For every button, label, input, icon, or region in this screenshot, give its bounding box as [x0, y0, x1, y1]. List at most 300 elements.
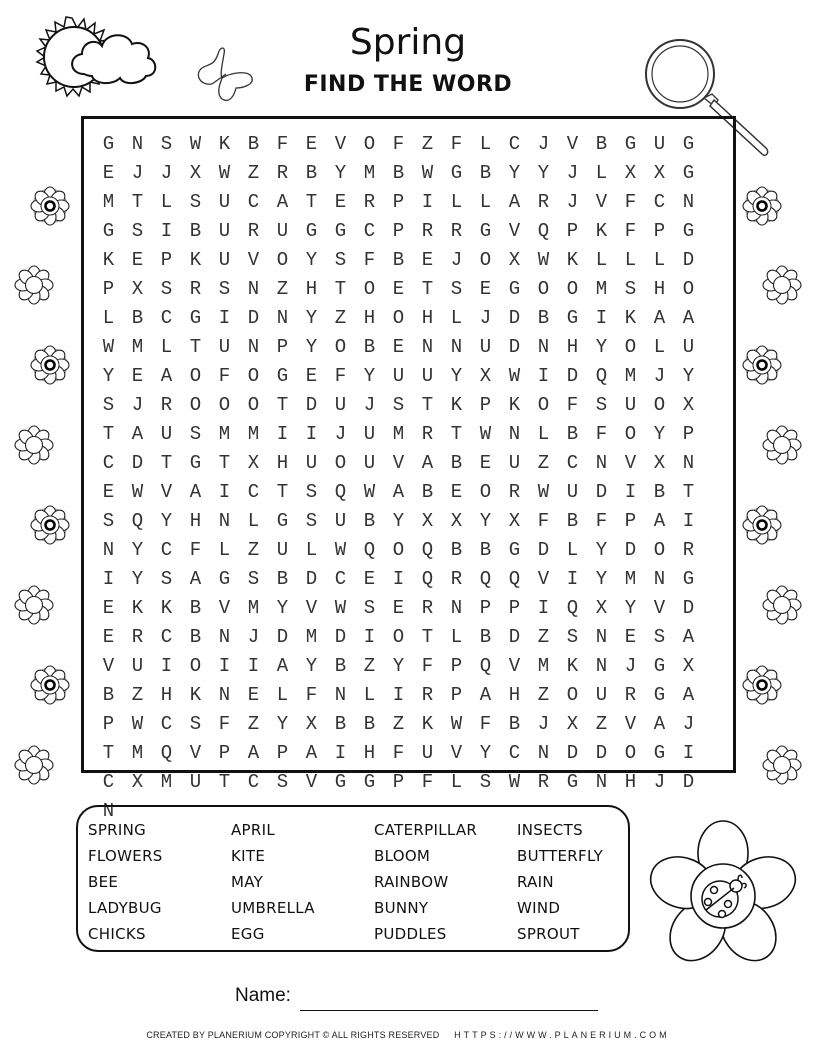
grid-letter[interactable]: J	[537, 133, 550, 155]
grid-letter[interactable]: O	[653, 394, 666, 416]
grid-letter[interactable]: H	[653, 278, 666, 300]
grid-letter[interactable]: R	[363, 191, 376, 213]
grid-letter[interactable]: C	[566, 452, 579, 474]
grid-letter[interactable]: B	[537, 307, 550, 329]
grid-letter[interactable]: E	[102, 481, 115, 503]
grid-letter[interactable]: F	[392, 742, 405, 764]
grid-letter[interactable]: C	[102, 452, 115, 474]
grid-letter[interactable]: B	[363, 510, 376, 532]
grid-letter[interactable]: Y	[508, 162, 521, 184]
grid-letter[interactable]: K	[624, 307, 637, 329]
grid-letter[interactable]: Z	[334, 307, 347, 329]
grid-letter[interactable]: B	[479, 539, 492, 561]
grid-letter[interactable]: J	[653, 365, 666, 387]
grid-letter[interactable]: G	[218, 568, 231, 590]
grid-letter[interactable]: U	[653, 133, 666, 155]
grid-letter[interactable]: S	[102, 394, 115, 416]
grid-letter[interactable]: B	[508, 713, 521, 735]
grid-letter[interactable]: G	[334, 220, 347, 242]
grid-letter[interactable]: M	[595, 278, 608, 300]
grid-letter[interactable]: E	[305, 133, 318, 155]
grid-letter[interactable]: N	[508, 423, 521, 445]
grid-letter[interactable]: C	[160, 626, 173, 648]
grid-letter[interactable]: V	[508, 220, 521, 242]
grid-letter[interactable]: R	[131, 626, 144, 648]
grid-letter[interactable]: P	[160, 249, 173, 271]
grid-letter[interactable]: B	[334, 713, 347, 735]
grid-letter[interactable]: S	[131, 220, 144, 242]
grid-letter[interactable]: U	[624, 394, 637, 416]
grid-letter[interactable]: D	[537, 539, 550, 561]
grid-letter[interactable]: E	[131, 249, 144, 271]
grid-letter[interactable]: C	[160, 713, 173, 735]
grid-letter[interactable]: N	[595, 626, 608, 648]
grid-letter[interactable]: C	[334, 568, 347, 590]
grid-letter[interactable]: J	[566, 191, 579, 213]
grid-letter[interactable]: D	[247, 307, 260, 329]
grid-letter[interactable]: R	[276, 162, 289, 184]
grid-letter[interactable]: P	[450, 655, 463, 677]
grid-letter[interactable]: A	[421, 452, 434, 474]
grid-letter[interactable]: O	[653, 539, 666, 561]
grid-letter[interactable]: K	[421, 713, 434, 735]
grid-letter[interactable]: U	[218, 220, 231, 242]
grid-letter[interactable]: O	[479, 481, 492, 503]
grid-letter[interactable]: M	[131, 336, 144, 358]
grid-letter[interactable]: Q	[421, 539, 434, 561]
grid-letter[interactable]: N	[682, 452, 695, 474]
grid-letter[interactable]: U	[218, 249, 231, 271]
grid-letter[interactable]: I	[334, 742, 347, 764]
grid-letter[interactable]: V	[305, 597, 318, 619]
grid-letter[interactable]: R	[624, 684, 637, 706]
grid-letter[interactable]: E	[102, 162, 115, 184]
grid-letter[interactable]: V	[334, 133, 347, 155]
grid-letter[interactable]: E	[131, 365, 144, 387]
grid-letter[interactable]: P	[102, 713, 115, 735]
grid-letter[interactable]: S	[305, 510, 318, 532]
grid-letter[interactable]: R	[508, 481, 521, 503]
grid-letter[interactable]: Y	[653, 423, 666, 445]
grid-letter[interactable]: O	[189, 655, 202, 677]
grid-letter[interactable]: L	[218, 539, 231, 561]
grid-letter[interactable]: L	[276, 684, 289, 706]
grid-letter[interactable]: S	[160, 568, 173, 590]
grid-letter[interactable]: A	[682, 626, 695, 648]
grid-letter[interactable]: B	[102, 684, 115, 706]
grid-letter[interactable]: F	[363, 249, 376, 271]
grid-letter[interactable]: N	[450, 597, 463, 619]
grid-letter[interactable]: G	[566, 307, 579, 329]
grid-letter[interactable]: B	[392, 249, 405, 271]
grid-letter[interactable]: L	[653, 336, 666, 358]
grid-letter[interactable]: Q	[131, 510, 144, 532]
grid-letter[interactable]: A	[247, 742, 260, 764]
grid-letter[interactable]: O	[537, 278, 550, 300]
grid-letter[interactable]: B	[189, 626, 202, 648]
grid-letter[interactable]: S	[189, 423, 202, 445]
grid-letter[interactable]: Y	[595, 539, 608, 561]
grid-letter[interactable]: P	[276, 742, 289, 764]
grid-letter[interactable]: D	[508, 307, 521, 329]
grid-letter[interactable]: D	[508, 626, 521, 648]
grid-letter[interactable]: G	[102, 133, 115, 155]
grid-letter[interactable]: O	[392, 626, 405, 648]
grid-letter[interactable]: V	[566, 133, 579, 155]
grid-letter[interactable]: Z	[537, 452, 550, 474]
grid-letter[interactable]: C	[160, 307, 173, 329]
grid-letter[interactable]: G	[276, 365, 289, 387]
grid-letter[interactable]: H	[566, 336, 579, 358]
grid-letter[interactable]: I	[392, 684, 405, 706]
grid-letter[interactable]: V	[218, 597, 231, 619]
grid-letter[interactable]: X	[653, 452, 666, 474]
grid-letter[interactable]: N	[421, 336, 434, 358]
grid-letter[interactable]: Q	[160, 742, 173, 764]
grid-letter[interactable]: D	[566, 365, 579, 387]
grid-letter[interactable]: U	[392, 365, 405, 387]
grid-letter[interactable]: I	[218, 655, 231, 677]
grid-letter[interactable]: G	[189, 307, 202, 329]
grid-letter[interactable]: X	[682, 394, 695, 416]
grid-letter[interactable]: G	[305, 220, 318, 242]
grid-letter[interactable]: X	[595, 597, 608, 619]
grid-letter[interactable]: P	[479, 597, 492, 619]
grid-letter[interactable]: O	[537, 394, 550, 416]
grid-letter[interactable]: I	[276, 423, 289, 445]
grid-letter[interactable]: A	[189, 568, 202, 590]
grid-letter[interactable]: C	[247, 771, 260, 793]
grid-letter[interactable]: T	[218, 452, 231, 474]
grid-letter[interactable]: E	[363, 568, 376, 590]
grid-letter[interactable]: G	[508, 278, 521, 300]
grid-letter[interactable]: I	[160, 220, 173, 242]
grid-letter[interactable]: U	[566, 481, 579, 503]
grid-letter[interactable]: Y	[537, 162, 550, 184]
grid-letter[interactable]: D	[595, 481, 608, 503]
grid-letter[interactable]: S	[160, 278, 173, 300]
grid-letter[interactable]: R	[189, 278, 202, 300]
grid-letter[interactable]: T	[218, 771, 231, 793]
grid-letter[interactable]: A	[305, 742, 318, 764]
grid-letter[interactable]: R	[421, 597, 434, 619]
grid-letter[interactable]: B	[363, 713, 376, 735]
grid-letter[interactable]: I	[682, 510, 695, 532]
grid-letter[interactable]: R	[421, 684, 434, 706]
grid-letter[interactable]: P	[479, 394, 492, 416]
grid-letter[interactable]: W	[450, 713, 463, 735]
grid-letter[interactable]: C	[653, 191, 666, 213]
grid-letter[interactable]: F	[276, 133, 289, 155]
grid-letter[interactable]: E	[392, 336, 405, 358]
grid-letter[interactable]: U	[682, 336, 695, 358]
grid-letter[interactable]: K	[508, 394, 521, 416]
grid-letter[interactable]: N	[218, 510, 231, 532]
grid-letter[interactable]: H	[363, 742, 376, 764]
grid-letter[interactable]: U	[131, 655, 144, 677]
grid-letter[interactable]: F	[392, 133, 405, 155]
grid-letter[interactable]: R	[450, 220, 463, 242]
grid-letter[interactable]: L	[450, 191, 463, 213]
grid-letter[interactable]: T	[305, 191, 318, 213]
grid-letter[interactable]: F	[450, 133, 463, 155]
grid-letter[interactable]: W	[363, 481, 376, 503]
grid-letter[interactable]: U	[189, 771, 202, 793]
grid-letter[interactable]: T	[102, 423, 115, 445]
grid-letter[interactable]: N	[276, 307, 289, 329]
grid-letter[interactable]: Y	[305, 307, 318, 329]
grid-letter[interactable]: N	[131, 133, 144, 155]
grid-letter[interactable]: W	[189, 133, 202, 155]
grid-letter[interactable]: M	[392, 423, 405, 445]
grid-letter[interactable]: O	[566, 278, 579, 300]
grid-letter[interactable]: F	[218, 713, 231, 735]
grid-letter[interactable]: O	[624, 742, 637, 764]
grid-letter[interactable]: F	[334, 365, 347, 387]
grid-letter[interactable]: F	[305, 684, 318, 706]
grid-letter[interactable]: B	[450, 539, 463, 561]
grid-letter[interactable]: B	[305, 162, 318, 184]
grid-letter[interactable]: Z	[131, 684, 144, 706]
grid-letter[interactable]: T	[334, 278, 347, 300]
grid-letter[interactable]: S	[189, 713, 202, 735]
grid-letter[interactable]: U	[479, 336, 492, 358]
grid-letter[interactable]: M	[624, 365, 637, 387]
grid-letter[interactable]: Z	[537, 626, 550, 648]
grid-letter[interactable]: A	[276, 191, 289, 213]
grid-letter[interactable]: E	[102, 597, 115, 619]
grid-letter[interactable]: G	[334, 771, 347, 793]
grid-letter[interactable]: V	[595, 191, 608, 213]
grid-letter[interactable]: E	[247, 684, 260, 706]
grid-letter[interactable]: S	[305, 481, 318, 503]
grid-letter[interactable]: J	[450, 249, 463, 271]
grid-letter[interactable]: K	[218, 133, 231, 155]
grid-letter[interactable]: B	[566, 423, 579, 445]
grid-letter[interactable]: G	[566, 771, 579, 793]
grid-letter[interactable]: B	[595, 133, 608, 155]
grid-letter[interactable]: A	[682, 684, 695, 706]
grid-letter[interactable]: P	[218, 742, 231, 764]
grid-letter[interactable]: B	[479, 162, 492, 184]
grid-letter[interactable]: N	[247, 336, 260, 358]
grid-letter[interactable]: V	[624, 452, 637, 474]
grid-letter[interactable]: U	[421, 742, 434, 764]
grid-letter[interactable]: V	[508, 655, 521, 677]
grid-letter[interactable]: Q	[479, 568, 492, 590]
grid-letter[interactable]: W	[537, 481, 550, 503]
grid-letter[interactable]: H	[421, 307, 434, 329]
grid-letter[interactable]: J	[131, 394, 144, 416]
grid-letter[interactable]: F	[421, 655, 434, 677]
grid-letter[interactable]: I	[218, 481, 231, 503]
grid-letter[interactable]: U	[305, 452, 318, 474]
grid-letter[interactable]: H	[276, 452, 289, 474]
grid-letter[interactable]: K	[189, 684, 202, 706]
grid-letter[interactable]: T	[131, 191, 144, 213]
grid-letter[interactable]: B	[421, 481, 434, 503]
grid-letter[interactable]: F	[624, 191, 637, 213]
grid-letter[interactable]: Y	[392, 510, 405, 532]
grid-letter[interactable]: W	[508, 771, 521, 793]
grid-letter[interactable]: T	[276, 394, 289, 416]
grid-letter[interactable]: H	[508, 684, 521, 706]
grid-letter[interactable]: Z	[247, 539, 260, 561]
grid-letter[interactable]: U	[160, 423, 173, 445]
grid-letter[interactable]: L	[160, 191, 173, 213]
grid-letter[interactable]: V	[392, 452, 405, 474]
grid-letter[interactable]: Q	[334, 481, 347, 503]
grid-letter[interactable]: O	[247, 365, 260, 387]
grid-letter[interactable]: O	[363, 278, 376, 300]
grid-letter[interactable]: C	[363, 220, 376, 242]
grid-letter[interactable]: X	[131, 771, 144, 793]
grid-letter[interactable]: S	[653, 626, 666, 648]
grid-letter[interactable]: D	[682, 249, 695, 271]
grid-letter[interactable]: V	[624, 713, 637, 735]
grid-letter[interactable]: W	[102, 336, 115, 358]
grid-letter[interactable]: X	[566, 713, 579, 735]
grid-letter[interactable]: P	[653, 220, 666, 242]
grid-letter[interactable]: F	[479, 713, 492, 735]
grid-letter[interactable]: C	[247, 481, 260, 503]
grid-letter[interactable]: S	[595, 394, 608, 416]
grid-letter[interactable]: Y	[595, 336, 608, 358]
grid-letter[interactable]: U	[218, 336, 231, 358]
grid-letter[interactable]: G	[276, 510, 289, 532]
grid-letter[interactable]: S	[102, 510, 115, 532]
grid-letter[interactable]: P	[508, 597, 521, 619]
grid-letter[interactable]: Y	[305, 336, 318, 358]
grid-letter[interactable]: L	[305, 539, 318, 561]
grid-letter[interactable]: W	[218, 162, 231, 184]
grid-letter[interactable]: R	[537, 771, 550, 793]
grid-letter[interactable]: Z	[392, 713, 405, 735]
grid-letter[interactable]: N	[595, 771, 608, 793]
grid-letter[interactable]: G	[653, 655, 666, 677]
grid-letter[interactable]: N	[334, 684, 347, 706]
grid-letter[interactable]: Z	[247, 713, 260, 735]
grid-letter[interactable]: M	[102, 191, 115, 213]
grid-letter[interactable]: O	[363, 133, 376, 155]
grid-letter[interactable]: O	[392, 539, 405, 561]
grid-letter[interactable]: I	[566, 568, 579, 590]
grid-letter[interactable]: N	[682, 191, 695, 213]
grid-letter[interactable]: P	[392, 771, 405, 793]
grid-letter[interactable]: B	[479, 626, 492, 648]
grid-letter[interactable]: B	[131, 307, 144, 329]
grid-letter[interactable]: N	[218, 684, 231, 706]
grid-letter[interactable]: S	[218, 278, 231, 300]
name-input-line[interactable]	[300, 1010, 598, 1011]
grid-letter[interactable]: J	[479, 307, 492, 329]
grid-letter[interactable]: M	[537, 655, 550, 677]
grid-letter[interactable]: T	[102, 742, 115, 764]
grid-letter[interactable]: H	[160, 684, 173, 706]
grid-letter[interactable]: S	[479, 771, 492, 793]
grid-letter[interactable]: Y	[363, 365, 376, 387]
grid-letter[interactable]: S	[160, 133, 173, 155]
grid-letter[interactable]: L	[247, 510, 260, 532]
grid-letter[interactable]: M	[305, 626, 318, 648]
grid-letter[interactable]: D	[334, 626, 347, 648]
grid-letter[interactable]: E	[392, 278, 405, 300]
grid-letter[interactable]: P	[392, 220, 405, 242]
grid-letter[interactable]: J	[131, 162, 144, 184]
grid-letter[interactable]: O	[189, 394, 202, 416]
grid-letter[interactable]: J	[160, 162, 173, 184]
grid-letter[interactable]: I	[160, 655, 173, 677]
grid-letter[interactable]: W	[131, 713, 144, 735]
grid-letter[interactable]: W	[421, 162, 434, 184]
grid-letter[interactable]: H	[189, 510, 202, 532]
grid-letter[interactable]: P	[392, 191, 405, 213]
grid-letter[interactable]: O	[566, 684, 579, 706]
grid-letter[interactable]: M	[624, 568, 637, 590]
grid-letter[interactable]: K	[566, 249, 579, 271]
grid-letter[interactable]: P	[276, 336, 289, 358]
grid-letter[interactable]: Y	[305, 655, 318, 677]
grid-letter[interactable]: S	[450, 278, 463, 300]
grid-letter[interactable]: Q	[479, 655, 492, 677]
grid-letter[interactable]: Y	[305, 249, 318, 271]
grid-letter[interactable]: L	[160, 336, 173, 358]
grid-letter[interactable]: G	[479, 220, 492, 242]
grid-letter[interactable]: D	[305, 568, 318, 590]
grid-letter[interactable]: M	[131, 742, 144, 764]
grid-letter[interactable]: K	[160, 597, 173, 619]
grid-letter[interactable]: L	[363, 684, 376, 706]
grid-letter[interactable]: O	[276, 249, 289, 271]
grid-letter[interactable]: N	[595, 452, 608, 474]
grid-letter[interactable]: E	[102, 626, 115, 648]
grid-letter[interactable]: D	[624, 539, 637, 561]
grid-letter[interactable]: B	[247, 133, 260, 155]
grid-letter[interactable]: R	[247, 220, 260, 242]
grid-letter[interactable]: G	[624, 133, 637, 155]
grid-letter[interactable]: Z	[537, 684, 550, 706]
grid-letter[interactable]: W	[131, 481, 144, 503]
grid-letter[interactable]: K	[131, 597, 144, 619]
grid-letter[interactable]: D	[566, 742, 579, 764]
grid-letter[interactable]: B	[189, 220, 202, 242]
grid-letter[interactable]: L	[450, 307, 463, 329]
grid-letter[interactable]: F	[566, 394, 579, 416]
grid-letter[interactable]: I	[682, 742, 695, 764]
grid-letter[interactable]: A	[189, 481, 202, 503]
grid-letter[interactable]: J	[363, 394, 376, 416]
grid-letter[interactable]: D	[131, 452, 144, 474]
grid-letter[interactable]: P	[624, 510, 637, 532]
grid-letter[interactable]: O	[334, 452, 347, 474]
grid-letter[interactable]: Y	[276, 597, 289, 619]
grid-letter[interactable]: O	[218, 394, 231, 416]
grid-letter[interactable]: J	[334, 423, 347, 445]
grid-letter[interactable]: A	[392, 481, 405, 503]
grid-letter[interactable]: T	[421, 278, 434, 300]
grid-letter[interactable]: L	[653, 249, 666, 271]
grid-letter[interactable]: G	[450, 162, 463, 184]
grid-letter[interactable]: M	[160, 771, 173, 793]
grid-letter[interactable]: C	[508, 133, 521, 155]
grid-letter[interactable]: J	[682, 713, 695, 735]
grid-letter[interactable]: H	[305, 278, 318, 300]
grid-letter[interactable]: E	[305, 365, 318, 387]
grid-letter[interactable]: T	[682, 481, 695, 503]
grid-letter[interactable]: L	[450, 771, 463, 793]
grid-letter[interactable]: X	[624, 162, 637, 184]
grid-letter[interactable]: V	[160, 481, 173, 503]
